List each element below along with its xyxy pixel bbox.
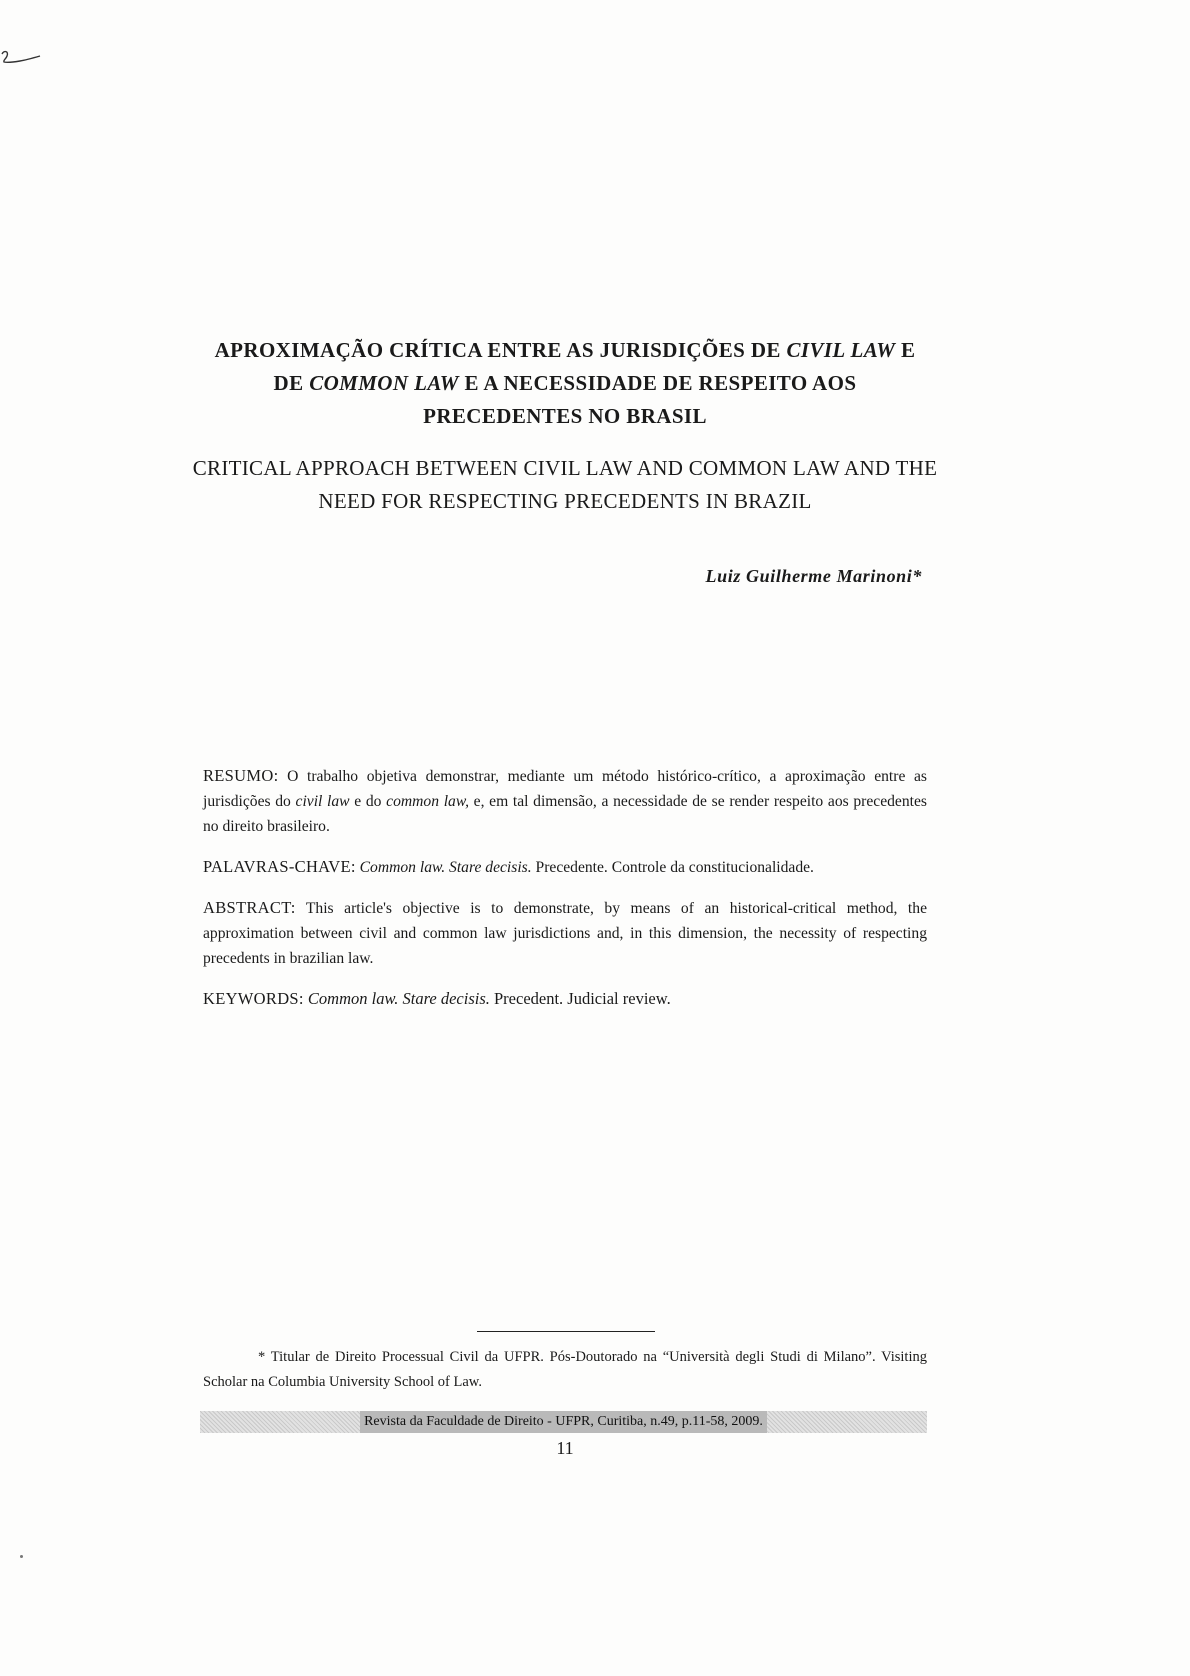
- article-title-portuguese: APROXIMAÇÃO CRÍTICA ENTRE AS JURISDIÇÕES DE CIVIL LAW E DE COMMON LAW E A NECESSIDADE DE RESPEITO AOS PRECEDENTES NO BRASIL: [214, 338, 916, 428]
- resumo-paragraph: RESUMO: O trabalho objetiva demonstrar, mediante um método histórico-crítico, a aproximação entre as jurisdições do civil law e do common law, e, em tal dimensão, a necessidade de se render respeito aos precedentes no direito brasileiro.: [203, 766, 927, 835]
- resumo-label: RESUMO:: [203, 766, 279, 785]
- abstract-label: ABSTRACT:: [203, 898, 296, 917]
- palavras-chave-paragraph: PALAVRAS-CHAVE: Common law. Stare decisis. Precedente. Controle da constitucionalidade.: [203, 857, 814, 876]
- keywords-paragraph: KEYWORDS: Common law. Stare decisis. Precedent. Judicial review.: [203, 989, 671, 1008]
- handwritten-mark: [0, 48, 42, 70]
- journal-footer-band: [200, 1411, 927, 1433]
- page-number: 11: [556, 1438, 574, 1458]
- scan-speck: [20, 1555, 23, 1558]
- footnote-divider: [477, 1331, 655, 1332]
- author-footnote: * Titular de Direito Processual Civil da UFPR. Pós-Doutorado na “Università degli Studi di Milano”. Visiting Scholar na Columbia University School of Law.: [203, 1349, 927, 1390]
- abstract-paragraph: ABSTRACT: This article's objective is to demonstrate, by means of an historical-critical method, the approximation between civil and common law jurisdictions and, in this dimension, the necessity of respecting precedents in brazilian law.: [203, 898, 927, 967]
- journal-citation: Revista da Faculdade de Direito - UFPR, Curitiba, n.49, p.11-58, 2009.: [360, 1411, 767, 1433]
- palavras-chave-label: PALAVRAS-CHAVE:: [203, 857, 356, 876]
- keywords-label: KEYWORDS:: [203, 989, 304, 1008]
- author-name: Luiz Guilherme Marinoni*: [705, 566, 922, 586]
- article-title-english: CRITICAL APPROACH BETWEEN CIVIL LAW AND COMMON LAW AND THE NEED FOR RESPECTING PRECEDENTS IN BRAZIL: [192, 456, 938, 513]
- abstract-section: [203, 763, 927, 1026]
